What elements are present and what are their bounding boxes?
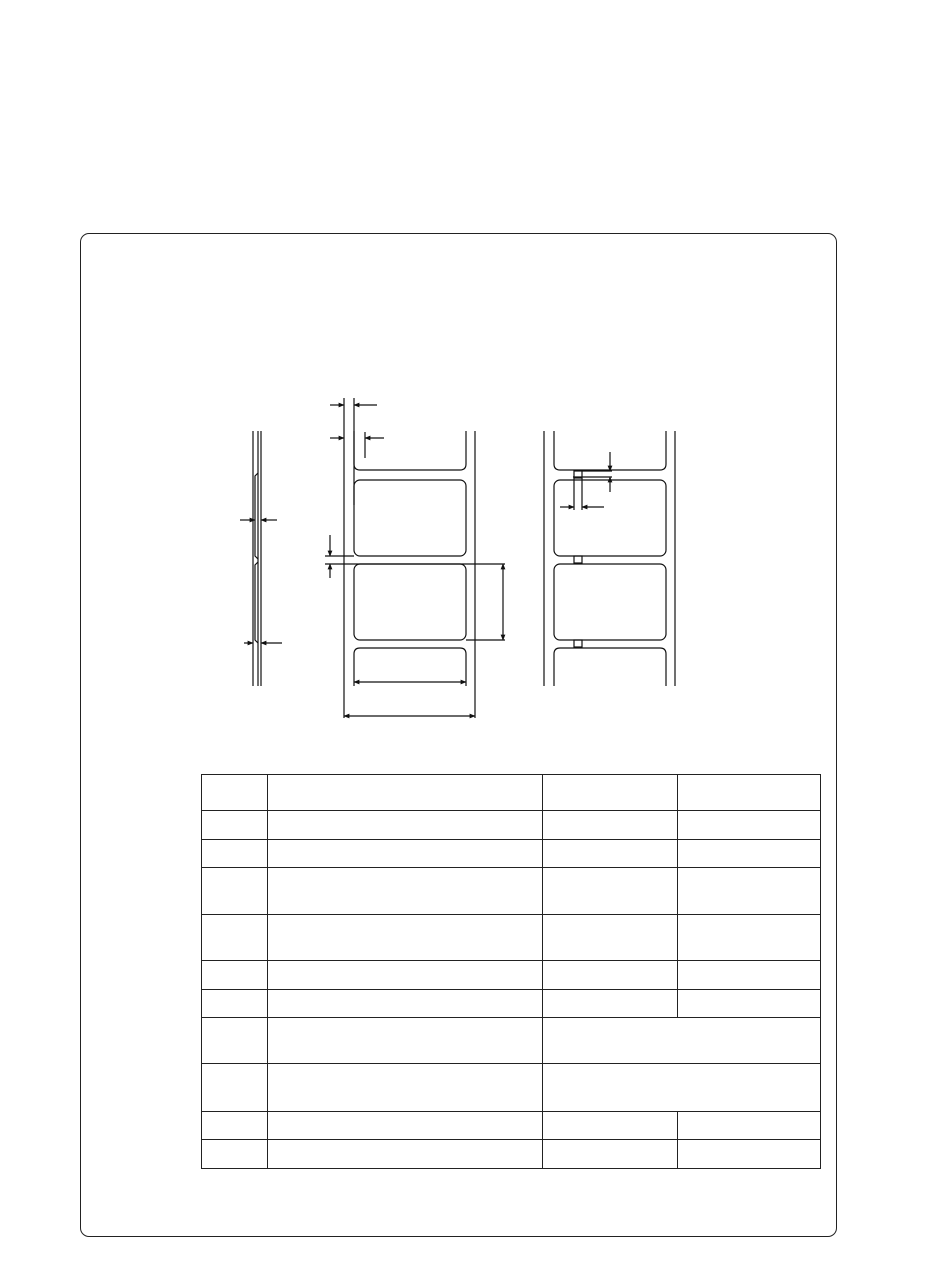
table-cell	[268, 775, 543, 811]
table-row	[202, 1064, 821, 1112]
table-cell	[202, 1112, 268, 1140]
table-cell	[678, 961, 821, 990]
table-cell	[543, 990, 678, 1018]
table-cell	[202, 990, 268, 1018]
table-cell	[678, 775, 821, 811]
table-cell	[202, 915, 268, 961]
table-cell	[543, 840, 678, 868]
table-cell	[543, 1112, 678, 1140]
table-cell	[268, 915, 543, 961]
table-cell	[678, 868, 821, 915]
table-cell	[268, 1064, 543, 1112]
table-row	[202, 1112, 821, 1140]
table-cell	[202, 775, 268, 811]
table-cell	[202, 811, 268, 840]
table-row	[202, 990, 821, 1018]
table-cell	[678, 1140, 821, 1169]
table-row	[202, 961, 821, 990]
table-cell	[678, 811, 821, 840]
table-cell	[202, 1064, 268, 1112]
mark-view-strip	[544, 431, 675, 686]
table-cell	[543, 1064, 821, 1112]
table-row	[202, 840, 821, 868]
front-view-strip	[325, 398, 505, 718]
table-cell	[678, 915, 821, 961]
table-cell	[202, 1140, 268, 1169]
table-cell	[678, 1112, 821, 1140]
table-row	[202, 915, 821, 961]
table-cell	[543, 1140, 678, 1169]
table-cell	[202, 961, 268, 990]
table-cell	[268, 868, 543, 915]
table-cell	[543, 915, 678, 961]
table-cell	[268, 811, 543, 840]
side-view-strip	[240, 431, 282, 686]
table-cell	[202, 1018, 268, 1064]
table-row	[202, 811, 821, 840]
table-cell	[268, 840, 543, 868]
table-cell	[202, 840, 268, 868]
table-cell	[268, 1140, 543, 1169]
table-row	[202, 1140, 821, 1169]
table-cell	[268, 990, 543, 1018]
table-cell	[678, 840, 821, 868]
table-cell	[543, 1018, 821, 1064]
table-cell	[202, 868, 268, 915]
table-row	[202, 1018, 821, 1064]
table-cell	[543, 811, 678, 840]
table-cell	[268, 961, 543, 990]
table-cell	[543, 961, 678, 990]
table-cell	[268, 1112, 543, 1140]
table-cell	[543, 775, 678, 811]
specification-table	[201, 774, 821, 1169]
table-row	[202, 868, 821, 915]
table-cell	[543, 868, 678, 915]
table-cell	[678, 990, 821, 1018]
table-row	[202, 775, 821, 811]
table-cell	[268, 1018, 543, 1064]
